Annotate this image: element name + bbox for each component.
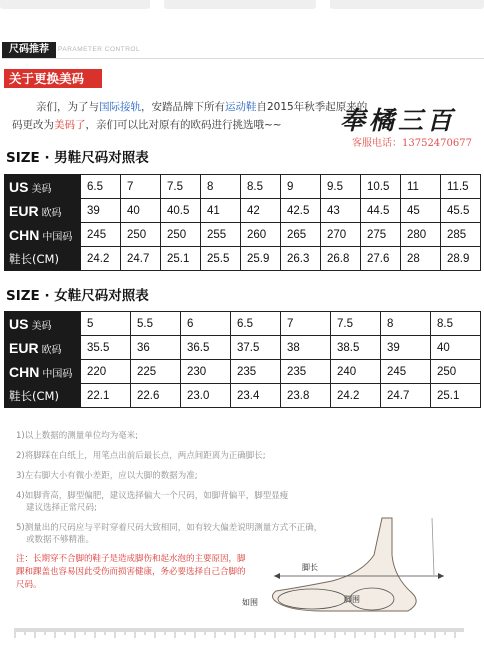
intro-part: 亲们，为了与 (36, 101, 99, 113)
size-cell: 250 (121, 223, 161, 247)
size-name: 美码 (31, 320, 52, 332)
size-cell: 220 (81, 360, 131, 384)
men-size-table (4, 174, 481, 271)
top-strip-segment (330, 0, 484, 9)
size-row (5, 312, 481, 336)
note-item: 5)测量出的尺码应与平时穿着尺码大致相同，如有较大偏差说明测量方式不正确， (16, 523, 323, 533)
row-header (5, 360, 81, 384)
size-cell: 24.2 (81, 247, 121, 271)
size-cell: 265 (281, 223, 321, 247)
section-divider (2, 58, 484, 59)
size-cell: 45.5 (441, 199, 481, 223)
size-cell: 6 (181, 312, 231, 336)
size-code: US (9, 178, 29, 195)
note-item: 建议选择正常尺码; (26, 503, 97, 513)
size-cell: 39 (381, 336, 431, 360)
size-cell: 38 (281, 336, 331, 360)
size-code: EUR (9, 202, 39, 219)
size-cell: 42 (241, 199, 281, 223)
size-cell: 250 (161, 223, 201, 247)
size-cell: 24.2 (331, 384, 381, 408)
arrow-right-icon (438, 573, 444, 579)
size-cell: 23.0 (181, 384, 231, 408)
size-cell: 40.5 (161, 199, 201, 223)
row-header (5, 312, 81, 336)
top-strip (0, 0, 484, 12)
size-cell: 8.5 (431, 312, 481, 336)
size-cell: 7.5 (331, 312, 381, 336)
size-code: EUR (9, 339, 39, 356)
size-cell: 37.5 (231, 336, 281, 360)
size-cell: 25.1 (161, 247, 201, 271)
size-row (5, 384, 481, 408)
size-cell: 6.5 (231, 312, 281, 336)
size-cell: 5.5 (131, 312, 181, 336)
size-cell: 9.5 (321, 175, 361, 199)
size-cell: 10.5 (361, 175, 401, 199)
size-cell: 25.9 (241, 247, 281, 271)
size-cell: 24.7 (381, 384, 431, 408)
ruler (14, 628, 464, 642)
size-cell: 24.7 (121, 247, 161, 271)
size-name: 美码 (31, 183, 52, 195)
intro-part: ，安踏品牌下所有 (141, 101, 225, 113)
size-cell: 23.4 (231, 384, 281, 408)
size-cell: 36 (131, 336, 181, 360)
section-tab: 尺码推荐 (2, 42, 56, 58)
top-strip-segment (0, 0, 150, 9)
size-name: 欧码 (41, 207, 62, 219)
size-cell: 28.9 (441, 247, 481, 271)
foot-diagram (232, 515, 482, 623)
row-header (5, 223, 81, 247)
size-cell: 245 (381, 360, 431, 384)
size-cell: 255 (201, 223, 241, 247)
warning-text: 注：长期穿不合脚的鞋子是造成脚伤和起水泡的主要原因，脚踝和踝盖也容易因此受伤而损害健康，务必要选择自己合脚的尺码。 (16, 554, 246, 590)
size-cell: 225 (131, 360, 181, 384)
size-cell: 235 (281, 360, 331, 384)
label-length: 脚长 (302, 563, 318, 572)
size-cell: 22.6 (131, 384, 181, 408)
size-cell: 23.8 (281, 384, 331, 408)
intro-link: 国际接轨 (99, 101, 141, 113)
size-name: 鞋长(CM) (9, 388, 59, 403)
size-cell: 7.5 (161, 175, 201, 199)
size-code: US (9, 315, 29, 332)
size-cell: 11 (401, 175, 441, 199)
size-cell: 27.6 (361, 247, 401, 271)
size-cell: 40 (121, 199, 161, 223)
size-cell: 8 (201, 175, 241, 199)
service-phone: 客服电话：13752470677 (352, 138, 472, 149)
note-item: 3)左右脚大小有微小差距，应以大脚的数据为准; (16, 471, 198, 481)
size-cell: 9 (281, 175, 321, 199)
size-row (5, 247, 481, 271)
note-item: 1)以上数据的测量单位均为毫米; (16, 431, 139, 441)
size-cell: 270 (321, 223, 361, 247)
ankle-line (432, 518, 434, 575)
size-cell: 25.1 (431, 384, 481, 408)
size-cell: 38.5 (331, 336, 381, 360)
size-cell: 6.5 (81, 175, 121, 199)
size-cell: 285 (441, 223, 481, 247)
size-cell: 7 (281, 312, 331, 336)
shop-stamp: 奉橘三百 (340, 106, 457, 135)
size-cell: 35.5 (81, 336, 131, 360)
size-cell: 230 (181, 360, 231, 384)
size-cell: 25.5 (201, 247, 241, 271)
label-arch: 如围 (242, 598, 258, 607)
notice-banner: 关于更换美码 (4, 69, 102, 88)
size-cell: 250 (431, 360, 481, 384)
size-row (5, 175, 481, 199)
intro-link: 运动鞋 (225, 101, 257, 113)
section-subtitle: PARAMETER CONTROL (58, 46, 141, 53)
row-header (5, 199, 81, 223)
size-cell: 43 (321, 199, 361, 223)
size-name: 中国码 (42, 368, 73, 380)
women-size-table (4, 311, 481, 408)
intro-part: 码更改为 (12, 119, 54, 131)
intro-part: 自2015年秋季起原来的 (256, 101, 368, 113)
note-item: 2)将脚踩在白纸上，用笔点出前后最长点，两点间距离为正确脚长; (16, 451, 266, 461)
size-cell: 275 (361, 223, 401, 247)
size-row (5, 336, 481, 360)
size-cell: 26.3 (281, 247, 321, 271)
size-name: 欧码 (41, 344, 62, 356)
intro-part: ，亲们可以比对原有的欧码进行挑选哦~~ (85, 119, 282, 131)
size-cell: 39 (81, 199, 121, 223)
size-cell: 5 (81, 312, 131, 336)
size-row (5, 223, 481, 247)
size-cell: 40 (431, 336, 481, 360)
label-girth: 脚围 (344, 595, 360, 604)
size-code: CHN (9, 226, 40, 243)
size-cell: 235 (231, 360, 281, 384)
size-cell: 245 (81, 223, 121, 247)
size-cell: 45 (401, 199, 441, 223)
size-row (5, 360, 481, 384)
size-cell: 44.5 (361, 199, 401, 223)
size-cell: 28 (401, 247, 441, 271)
arrow-left-icon (274, 573, 280, 579)
size-cell: 11.5 (441, 175, 481, 199)
men-table-title: SIZE · 男鞋尺码对照表 (6, 150, 149, 166)
size-cell: 8 (381, 312, 431, 336)
size-cell: 42.5 (281, 199, 321, 223)
row-header (5, 247, 81, 271)
size-cell: 41 (201, 199, 241, 223)
size-cell: 36.5 (181, 336, 231, 360)
size-name: 中国码 (42, 231, 73, 243)
size-cell: 26.8 (321, 247, 361, 271)
row-header (5, 336, 81, 360)
size-cell: 22.1 (81, 384, 131, 408)
top-strip-segment (164, 0, 316, 9)
size-cell: 240 (331, 360, 381, 384)
size-cell: 260 (241, 223, 281, 247)
size-row (5, 199, 481, 223)
size-cell: 8.5 (241, 175, 281, 199)
intro-highlight: 美码了 (54, 119, 86, 131)
size-name: 鞋长(CM) (9, 251, 59, 266)
row-header (5, 384, 81, 408)
size-cell: 7 (121, 175, 161, 199)
note-item: 4)如脚背高，脚型偏肥，建议选择偏大一个尺码，如脚背偏平，脚型显瘦 (16, 491, 289, 501)
note-item: 或数据不够精准。 (26, 535, 95, 545)
size-cell: 280 (401, 223, 441, 247)
size-code: CHN (9, 363, 40, 380)
women-table-title: SIZE · 女鞋尺码对照表 (6, 288, 149, 304)
row-header (5, 175, 81, 199)
